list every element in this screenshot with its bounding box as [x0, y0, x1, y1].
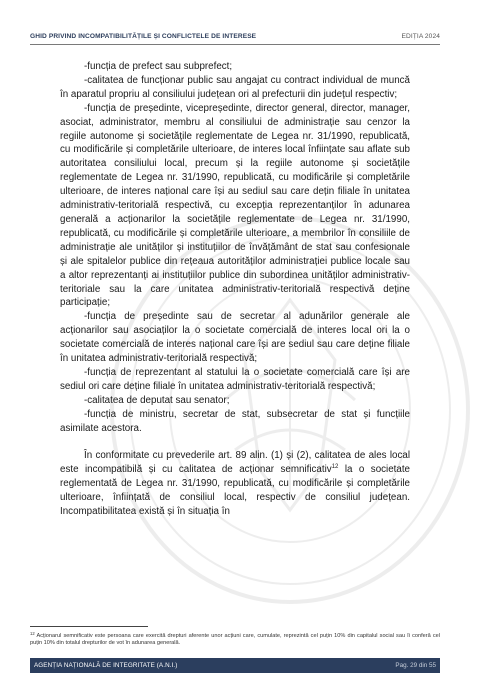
footnote-number: 12 — [30, 631, 35, 636]
guide-title: GHID PRIVIND INCOMPATIBILITĂȚILE ȘI CONFLICTELE DE INTERESE — [30, 33, 257, 40]
document-body — [60, 60, 410, 519]
body-paragraph: -funcția de președinte, vicepreședinte, director general, director, manager, asociat, administrator, membru al consiliului de administrație sau cenzor la regiile autonome și societățile reglementate de Legea nr. 31/1990, republicată, cu modificările și completările ulterioare, de interes local înființate sau aflate sub autoritatea consiliului local, precum și la regiile autonome și societățile reglementate de Legea nr. 31/1990, republicată, cu modificările și completările ulterioare, de interes național care își au sediul sau care dețin filiale în unitatea administrativ-teritorială respectivă, cu excepția reprezentanților în adunarea generală a acționarilor la societățile reglementate de Legea nr. 31/1990, republicată, cu modificările și completările ulterioare, a membrilor în consiliile de administrație ale unităților și instituțiilor de învățământ de stat sau confesionale și ale spitalelor publice din rețeaua autorităților administrației publice locale sau a altor reprezentanți ai instituțiilor publice din subordinea unităților administrativ-teritoriale sau la care unitatea administrativ-teritorială respectivă deține participație; — [60, 102, 410, 309]
closing-text-end: la o societate reglementată de Legea nr. 31/1990, republicată, cu modificările și completările ulterioare, înființată de consiliul local, respectiv de consiliul județean. Incompatibilitatea există și în situația în — [60, 464, 411, 518]
agency-name: AGENȚIA NAȚIONALĂ DE INTEGRITATE (A.N.I.) — [34, 662, 178, 669]
page-header — [30, 33, 440, 40]
body-paragraph: -funcția de prefect sau subprefect; — [84, 61, 233, 72]
footnote-divider — [30, 626, 148, 627]
footnote-reference[interactable]: 12 — [331, 464, 339, 471]
page-footer — [30, 658, 440, 673]
edition-label: EDIȚIA 2024 — [401, 33, 440, 40]
page-number: Pag. 29 din 55 — [395, 662, 436, 669]
body-paragraph: -funcția de ministru, secretar de stat, subsecretar de stat și funcțiile asimilate acestora. — [60, 408, 410, 434]
body-paragraph: -calitatea de deputat sau senator; — [84, 394, 230, 406]
body-paragraph: -funcția de reprezentant al statului la o societate comercială care își are sediul ori care deține filiale în unitatea administrativ-teritorială respectivă; — [60, 366, 410, 392]
closing-paragraph — [60, 449, 410, 519]
body-paragraph: -calitatea de funcționar public sau angajat cu contract individual de muncă în aparatul propriu al consiliului județean ori al prefecturii din județul respectiv; — [60, 74, 410, 100]
footnote — [30, 633, 440, 648]
footnote-text: Acționarul semnificativ este persoana care exercită drepturi aferente unor acțiuni care, cumulate, reprezintă cel puțin 10% din capitalul social sau îi conferă cel puțin 10% din totalul drepturilor de vot în adunarea generală. — [30, 633, 440, 647]
header-divider — [30, 44, 440, 45]
body-paragraph: -funcția de președinte sau de secretar al adunărilor generale ale acționarilor sau asociaților la o societate comercială de interes local ori la o societate comercială de interes național care își are sediul sau care deține filiale în unitatea administrativ-teritorială respectivă; — [60, 311, 410, 365]
closing-text-start: În conformitate cu prevederile art. 89 alin. (1) și (2), calitatea de ales local este incompatibilă și cu calitatea de acționar semnificativ — [60, 450, 410, 476]
